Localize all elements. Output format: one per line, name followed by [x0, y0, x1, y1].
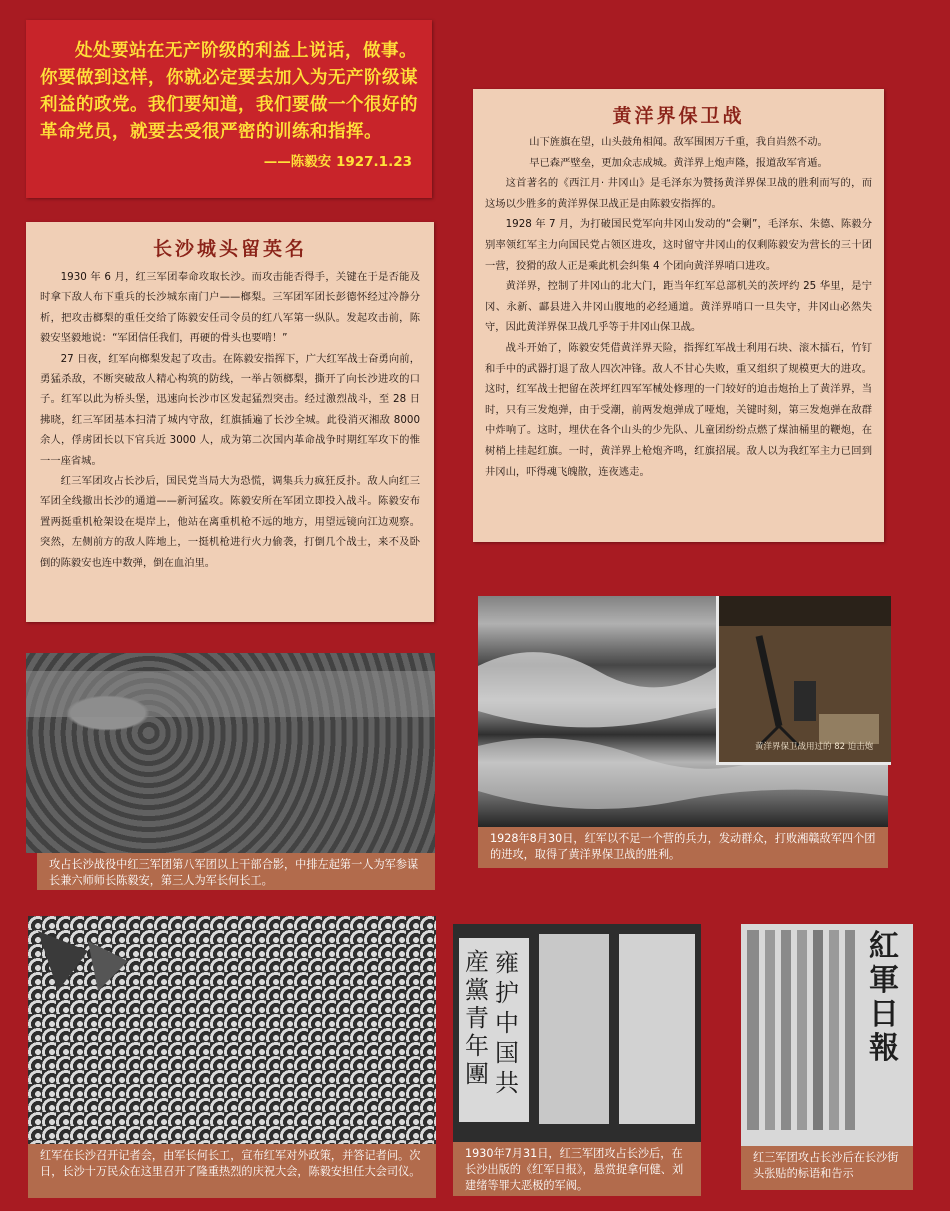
quote-signature: ——陈毅安 1927.1.23: [263, 154, 412, 170]
huangyang-article: [473, 89, 884, 542]
mortar-caption: 黄洋界保卫战用过的 82 迫击炮: [755, 742, 874, 752]
poster-sheet-3: [619, 934, 695, 1124]
quote-box: [26, 20, 432, 198]
poster-sheet-2: [539, 934, 609, 1124]
rally-flags-graphic: [28, 916, 436, 1144]
poster-photo: [453, 924, 701, 1142]
huangyang-paragraph-3: 黄洋界，控制了井冈山的北大门，距当年红军总部机关的茨坪约 25 华里，是宁冈、永新、酃县进入井冈山腹地的必经通道。黄洋界哨口一旦失守，井冈山必然失守，因此黄洋界保卫战几乎等于井冈山保卫战。: [485, 280, 872, 334]
slogans-caption: 红三军团攻占长沙后在长沙街头张贴的标语和告示: [741, 1146, 913, 1190]
officers-graphic: [26, 653, 435, 853]
officers-caption: 攻占长沙战役中红三军团第八军团以上干部合影，中排左起第一人为军参谋长兼六师师长陈毅安，第三人为军长何长工。: [37, 853, 435, 890]
newspaper-columns-graphic: [747, 930, 867, 1140]
mortar-graphic: [719, 596, 891, 762]
battle-caption: 1928年8月30日，红军以不足一个营的兵力，发动群众，打败湘赣敌军四个团的进攻，取得了黄洋界保卫战的胜利。: [478, 827, 888, 868]
changsha-paragraph-2: 27 日夜，红军向榔梨发起了攻击。在陈毅安指挥下，广大红军战士奋勇向前，勇猛杀敌，不断突破敌人精心构筑的防线，一举占领榔梨，撕开了向长沙进攻的口子。红军以此为桥头堡，迅速向长沙市区发起猛烈突击。经过激烈战斗，至 28 日拂晓，红三军团基本扫清了城内守敌，红旗插遍了长沙全城。此役消灭湘敌 8000 余人，俘虏团长以下官兵近 3000 人，成为第二次国内革命战争时期红军攻下的惟一一座省城。: [40, 352, 420, 467]
changsha-paragraph-1: 1930 年 6 月，红三军团奉命攻取长沙。而攻击能否得手，关键在于是否能及时拿下敌人布下重兵的长沙城东南门户——榔梨。三军团军团长彭德怀经过冷静分析，把攻击榔梨的重任交给了陈毅安任司令员的红八军第一纵队。发起攻击前，陈毅安坚毅地说：“军团信任我们，再硬的骨头也要啃！”: [40, 271, 420, 345]
poster-slogan-col1: 雍护中国共: [495, 949, 519, 1097]
huangyang-paragraph-2: 1928 年 7 月，为打破国民党军向井冈山发动的“会剿”，毛泽东、朱德、陈毅分别率领红军主力向国民党占领区进攻，这时留守井冈山的仅剩陈毅安为营长的三十团一营，狡猾的敌人正是乘此机会纠集 4 个团向黄洋界哨口进攻。: [485, 218, 872, 272]
newspaper-photo: [741, 924, 913, 1146]
newspaper-caption: 1930年7月31日，红三军团攻占长沙后，在长沙出版的《红军日报》，悬赏捉拿何健、刘建绪等罪大恶极的军阀。: [453, 1142, 701, 1196]
rally-photo: [28, 916, 436, 1144]
rally-caption: 红军在长沙召开记者会，由军长何长工，宣布红军对外政策，并答记者问。次日，长沙十万民众在这里召开了隆重热烈的庆祝大会，陈毅安担任大会司仪。: [28, 1144, 436, 1198]
mortar-photo: [716, 596, 891, 765]
poster-slogan-col2: 産黨青年團: [465, 948, 489, 1088]
poem-line-2: 早已森严壁垒，更加众志成城。黄洋界上炮声隆，报道敌军宵遁。: [529, 156, 828, 169]
huangyang-title: 黄洋界保卫战: [612, 105, 745, 127]
quote-text: 处处要站在无产阶级的利益上说话，做事。你要做到这样，你就必定要去加入为无产阶级谋利益的政党。我们要知道，我们要做一个很好的革命党员，就要去受很严密的训练和指挥。: [40, 41, 418, 142]
huangyang-paragraph-4: 战斗开始了，陈毅安凭借黄洋界天险，指挥红军战士利用石块、滚木擂石，竹钉和手中的武器打退了敌人四次冲锋。敌人不甘心失败，重又组织了规模更大的进攻。这时，红军战士把留在茨坪红四军军械处修理的一门较好的迫击炮抬上了黄洋界，当时，只有三发炮弹，由于受潮，前两发炮弹成了哑炮，关键时刻，第三发炮弹在敌群中炸响了。这时，埋伏在各个山头的少先队、儿童团纷纷点燃了煤油桶里的鞭炮，在树梢上挂起红旗。一时，黄洋界上枪炮齐鸣，红旗招展。敌人以为我红军主力已回到井冈山，吓得魂飞魄散，连夜逃走。: [485, 341, 872, 478]
changsha-paragraph-3: 红三军团攻占长沙后，国民党当局大为恐慌，调集兵力疯狂反扑。敌人向红三军团全线撤出长沙的通道——新河猛攻。陈毅安所在军团立即投入战斗。陈毅安布置两挺重机枪架设在堤岸上，他站在离重机枪不远的地方，用望远镜向江边观察。突然，左侧前方的敌人阵地上，一挺机枪进行火力偷袭，打倒几个战士，来不及卧倒的陈毅安也连中数弹，倒在血泊里。: [40, 475, 420, 569]
changsha-article: [26, 222, 434, 622]
changsha-title: 长沙城头留英名: [152, 238, 307, 260]
newspaper-title: 紅軍日報: [869, 929, 899, 1066]
poem-line-1: 山下旌旗在望，山头鼓角相闻。敌军围困万千重，我自岿然不动。: [529, 136, 828, 148]
huangyang-paragraph-1: 这首著名的《西江月· 井冈山》是毛泽东为赞扬黄洋界保卫战的胜利而写的，而这场以少胜多的黄洋界保卫战正是由陈毅安指挥的。: [485, 177, 872, 210]
officers-group-photo: [26, 653, 435, 853]
